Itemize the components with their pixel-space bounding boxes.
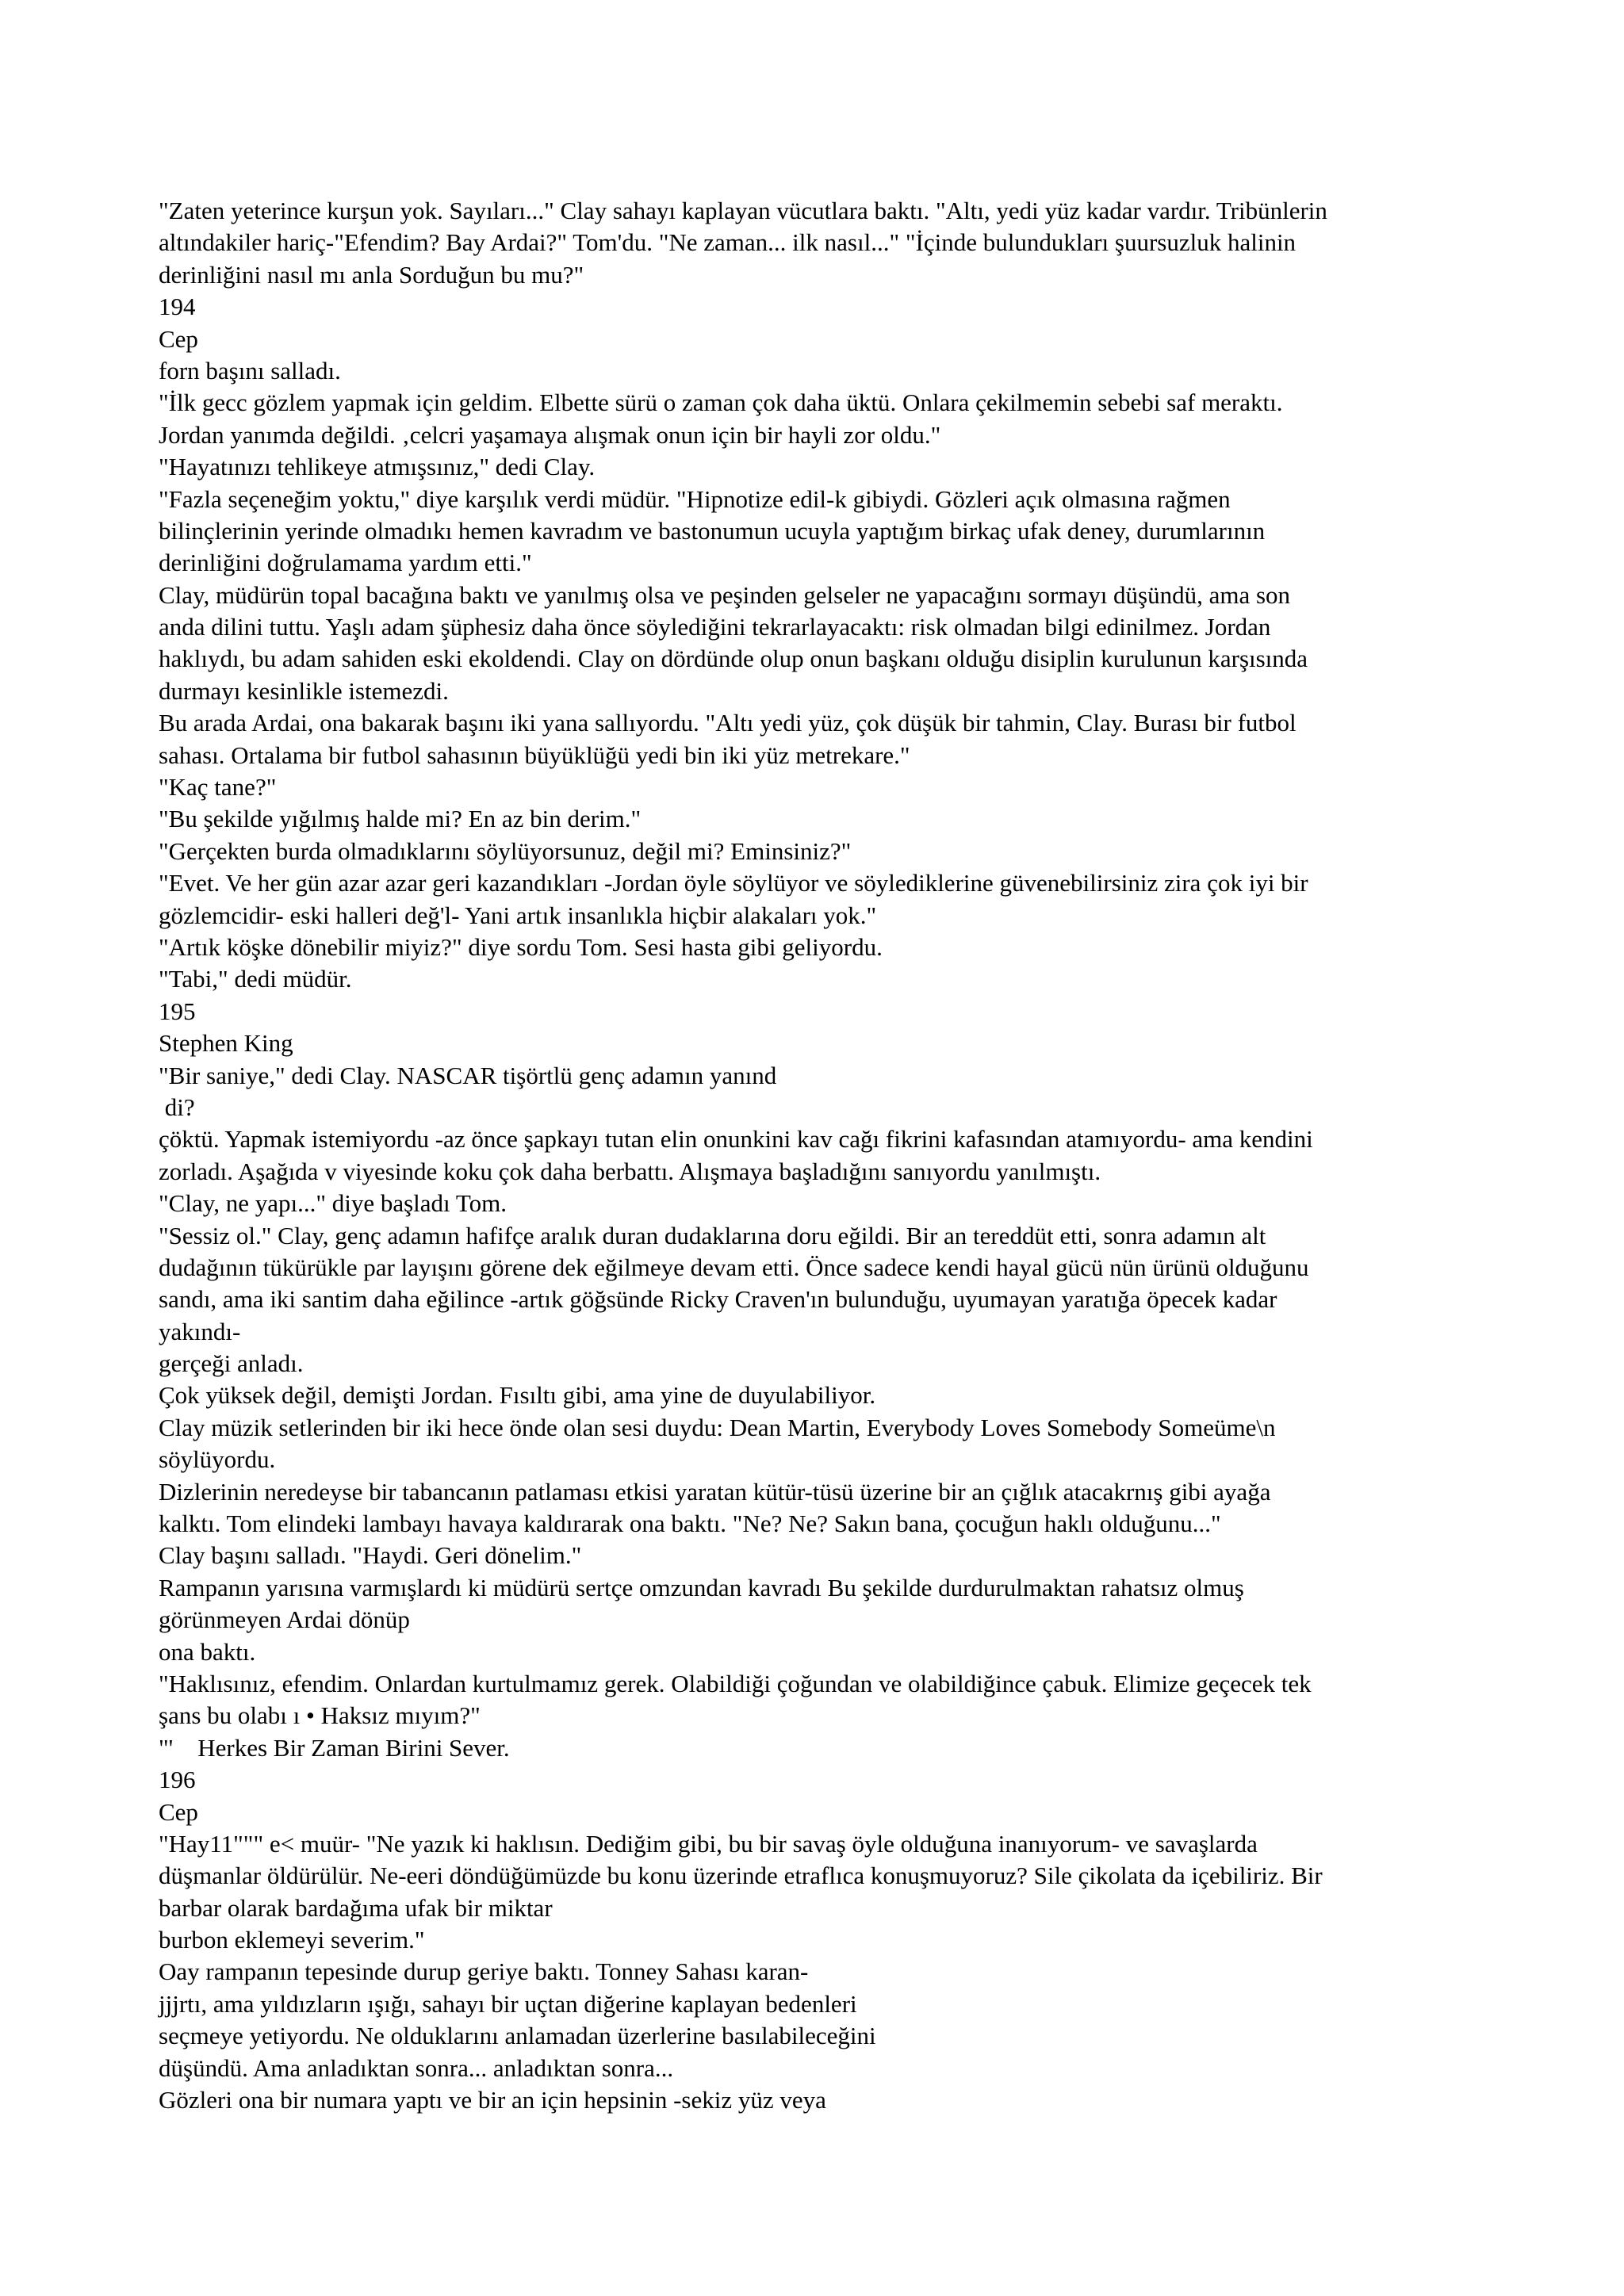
text-line: haklıydı, bu adam sahiden eski ekoldendi. Clay on dördünde olup onun başkanı olduğu disiplin kurulunun karşısında [159,645,1308,673]
text-line: Stephen King [159,1029,293,1058]
text-line: Oay rampanın tepesinde durup geriye baktı. Tonney Sahası karan- [159,1957,809,1986]
text-line: yakındı- [159,1317,241,1345]
document-text-body [159,195,1475,2116]
text-line: "Fazla seçeneğim yoktu," diye karşılık verdi müdür. "Hipnotize edil-k gibiydi. Gözleri açık olmasına rağmen [159,484,1231,513]
text-line: söylüyordu. [159,1445,276,1474]
text-line: barbar olarak bardağıma ufak bir miktar [159,1893,553,1922]
text-line: "Clay, ne yapı..." diye başladı Tom. [159,1189,507,1218]
text-line: kalktı. Tom elindeki lambayı havaya kaldırarak ona baktı. "Ne? Ne? Sakın bana, çocuğun haklı olduğunu..." [159,1510,1221,1538]
text-line: forn başını salladı. [159,356,341,385]
text-line: sahası. Ortalama bir futbol sahasının büyüklüğü yedi bin iki yüz metrekare." [159,740,910,769]
text-line: altındakiler hariç-"Efendim? Bay Ardai?" Tom'du. "Ne zaman... ilk nasıl..." "İçinde bulundukları şuursuzluk halinin [159,228,1297,257]
text-line: jjjrtı, ama yıldızların ışığı, sahayı bir uçtan diğerine kaplayan bedenleri [159,1989,857,2018]
text-line: "Bir saniye," dedi Clay. NASCAR tişörtlü genç adamın yanınd [159,1061,777,1089]
text-line: derinliğini doğrulamama yardım etti." [159,549,532,577]
text-line: Jordan yanımda değildi. ‚celcri yaşamaya alışmak onun için bir hayli zor oldu." [159,420,941,449]
text-line: "Artık köşke dönebilir miyiz?" diye sordu Tom. Sesi hasta gibi geliyordu. [159,932,883,961]
text-line: "Haklısınız, efendim. Onlardan kurtulmamız gerek. Olabildiği çoğundan ve olabildiğince çabuk. Elimize geçecek tek [159,1669,1312,1697]
text-line: "Evet. Ve her gün azar azar geri kazandıkları -Jordan öyle söylüyor ve söylediklerine güvenebilirsiniz zira çok iyi bir [159,869,1308,897]
text-line: şans bu olabı ı • Haksız mıyım?" [159,1701,481,1730]
text-line: burbon eklemeyi severim." [159,1926,425,1954]
text-line: zorladı. Aşağıda v viyesinde koku çok daha berbattı. Alışmaya başladığını sanıyordu yanılmıştı. [159,1157,1101,1185]
text-line: seçmeye yetiyordu. Ne olduklarını anlamadan üzerlerine basılabileceğini [159,2022,876,2050]
text-line: di? [159,1093,195,1121]
text-line: çöktü. Yapmak istemiyordu -az önce şapkayı tutan elin onunkini kav cağı fikrini kafasından atamıyordu- ama kendini [159,1125,1313,1154]
text-line: anda dilini tuttu. Yaşlı adam şüphesiz daha önce söylediğini tekrarlayacaktı: risk olmadan bilgi edinilmez. Jordan [159,613,1271,641]
text-line: "Zaten yeterince kurşun yok. Sayıları..." Clay sahayı kaplayan vücutlara baktı. "Altı, yedi yüz kadar vardır. Tribünlerin [159,197,1327,224]
text-line: 196 [159,1766,196,1794]
text-line: "İlk gecc gözlem yapmak için geldim. Elbette sürü o zaman çok daha üktü. Onlara çekilmemin sebebi saf meraktı. [159,388,1283,417]
text-line: "' Herkes Bir Zaman Birini Sever. [159,1733,510,1762]
text-line: bilinçlerinin yerinde olmadıkı hemen kavradım ve bastonumun ucuyla yaptığım birkaç ufak deney, durumlarının [159,516,1266,545]
text-line: gözlemcidir- eski halleri değ'l- Yani artık insanlıkla hiçbir alakaları yok." [159,901,877,929]
text-line: ona baktı. [159,1637,256,1666]
text-line: düşündü. Ama anladıktan sonra... anladıktan sonra... [159,2053,674,2082]
text-line: derinliğini nasıl mı anla Sorduğun bu mu?" [159,260,584,289]
text-line: "Tabi," dedi müdür. [159,965,352,993]
text-line: Clay, müdürün topal bacağına baktı ve yanılmış olsa ve peşinden gelseler ne yapacağını sormayı düşündü, ama son [159,580,1291,609]
text-line: "Kaç tane?" [159,773,277,802]
text-line: Cep [159,1797,198,1826]
text-line: sandı, ama iki santim daha eğilince -artık göğsünde Ricky Craven'ın bulunduğu, uyumayan yaratığa öpecek kadar [159,1285,1277,1314]
text-line: "Hayatınızı tehlikeye atmışsınız," dedi Clay. [159,453,596,481]
text-line: Clay başını salladı. "Haydi. Geri dönelim." [159,1541,582,1570]
text-line: Clay müzik setlerinden bir iki hece önde olan sesi duydu: Dean Martin, Everybody Loves Somebody Someüme\n [159,1413,1276,1441]
text-line: "Bu şekilde yığılmış halde mi? En az bin derim." [159,805,642,833]
text-line: Bu arada Ardai, ona bakarak başını iki yana sallıyordu. "Altı yedi yüz, çok düşük bir tahmin, Clay. Burası bir futbol [159,709,1297,737]
text-line: 195 [159,997,196,1025]
text-line: düşmanlar öldürülür. Ne-eeri döndüğümüzde bu konu üzerinde etraflıca konuşmuyoruz? Sile çikolata da içebiliriz. Bir [159,1862,1323,1890]
text-line: Çok yüksek değil, demişti Jordan. Fısıltı gibi, ama yine de duyulabiliyor. [159,1381,876,1410]
text-line: görünmeyen Ardai dönüp [159,1605,410,1634]
text-line: "Sessiz ol." Clay, genç adamın hafifçe aralık duran dudaklarına doru eğildi. Bir an tereddüt etti, sonra adamın alt [159,1221,1266,1249]
text-line: durmayı kesinlikle istemezdi. [159,676,449,705]
text-line: dudağının tükürükle par layışını görene dek eğilmeye devam etti. Önce sadece kendi hayal gücü nün ürünü olduğunu [159,1253,1309,1281]
text-line: "Gerçekten burda olmadıklarını söylüyorsunuz, değil mi? Eminsiniz?" [159,836,852,865]
text-line: gerçeği anladı. [159,1349,304,1378]
text-line: "Hay11""" e< muür- "Ne yazık ki haklısın. Dediğim gibi, bu bir savaş öyle olduğuna inanıyorum- ve savaşlarda [159,1829,1258,1858]
text-line: Cep [159,324,198,353]
text-line: Gözleri ona bir numara yaptı ve bir an için hepsinin -sekiz yüz veya [159,2086,826,2114]
text-line: Dizlerinin neredeyse bir tabancanın patlaması etkisi yaratan kütür-tüsü üzerine bir an çığlık atacakrnış gibi ayağa [159,1477,1271,1506]
text-line: 194 [159,293,196,321]
text-line: Rampanın yarısına varmışlardı ki müdürü sertçe omzundan kavradı Bu şekilde durdurulmaktan rahatsız olmuş [159,1573,1244,1601]
